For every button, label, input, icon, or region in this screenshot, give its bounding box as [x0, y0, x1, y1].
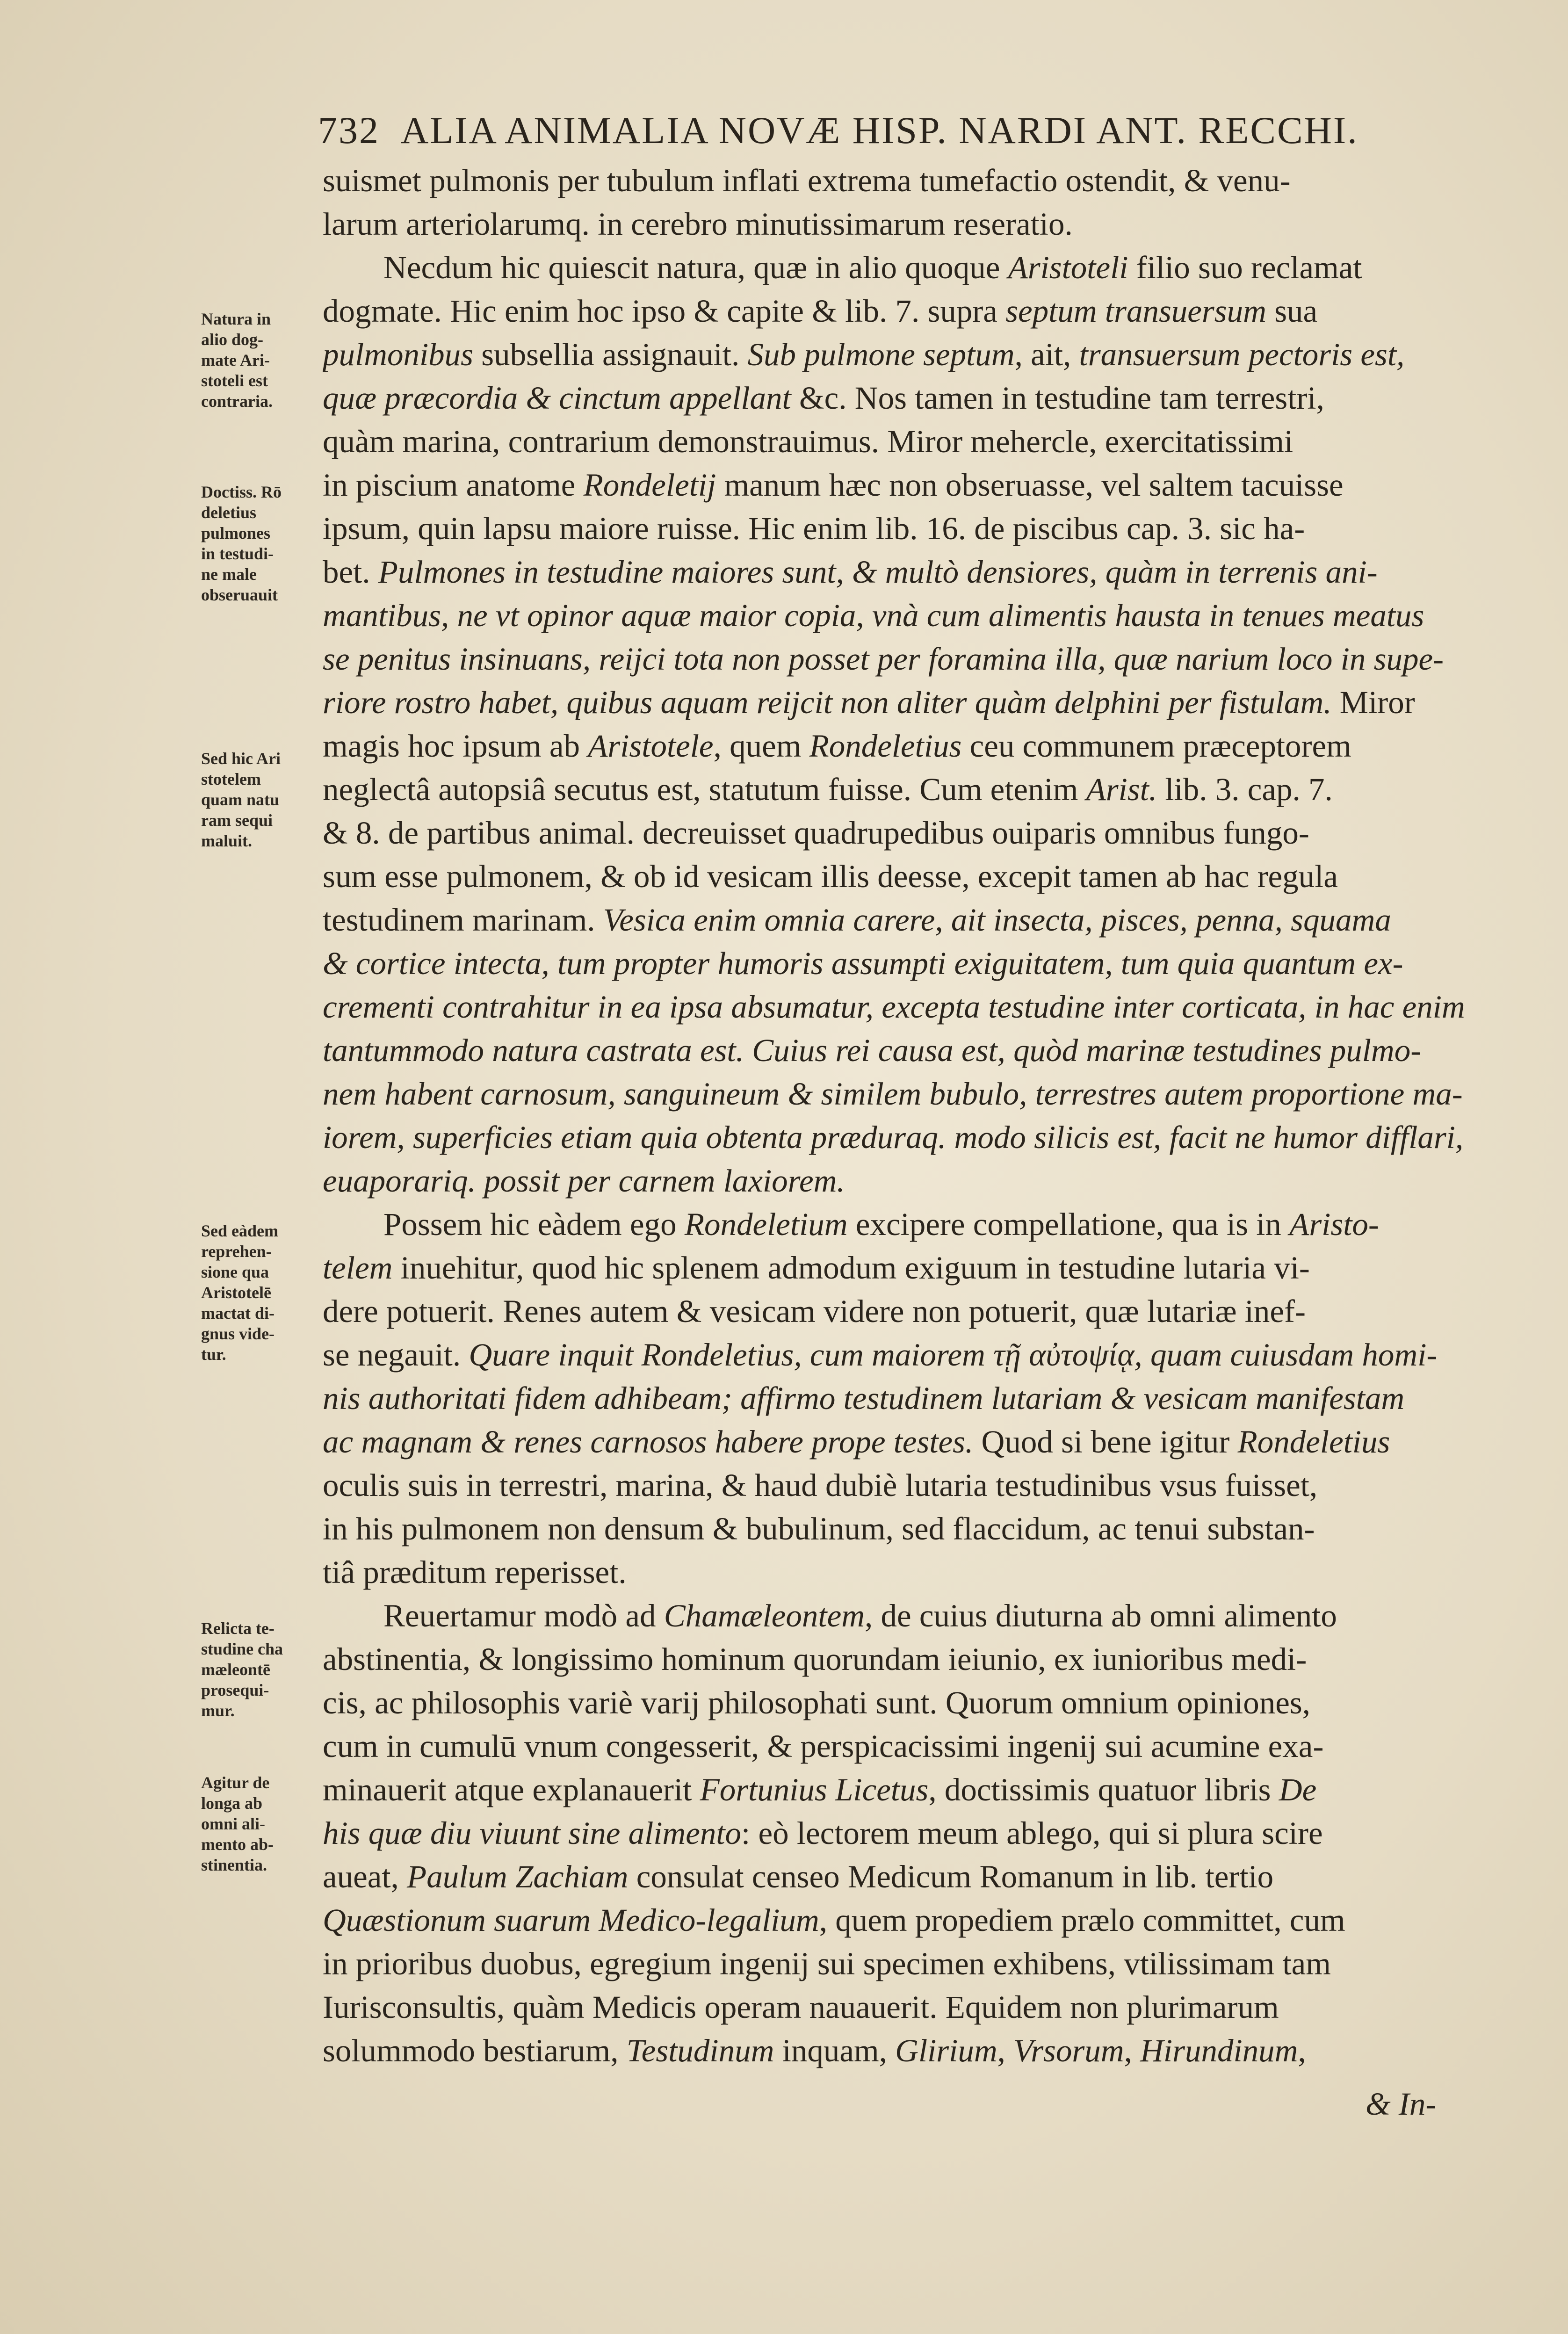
- italic-span: ac magnam & renes carnosos habere prope testes.: [323, 1424, 974, 1460]
- text-line: [323, 1986, 1510, 2029]
- text-line: [323, 1420, 1510, 1464]
- text-line: [323, 811, 1510, 855]
- italic-span: Rondeletij: [583, 467, 716, 503]
- italic-span: De: [1279, 1772, 1317, 1807]
- marginal-note-line: alio dog-: [201, 330, 264, 349]
- text-span: , ait,: [1014, 337, 1079, 372]
- text-line: [323, 1029, 1510, 1072]
- marginal-note-line: Doctiss. Rō: [201, 483, 282, 501]
- marginal-note-line: Agitur de: [201, 1773, 270, 1792]
- marginal-note-line: ram sequi: [201, 811, 273, 830]
- italic-span: Paulum Zachiam: [407, 1859, 629, 1894]
- text-span: Miror: [1331, 685, 1415, 720]
- text-line: [323, 420, 1510, 463]
- text-line: [323, 1681, 1510, 1725]
- marginal-note-line: mæleontē: [201, 1660, 270, 1679]
- italic-span: Glirium: [895, 2033, 997, 2068]
- italic-span: his quæ diu viuunt sine alimento: [323, 1815, 742, 1851]
- marginal-note-line: pulmones: [201, 524, 271, 542]
- text-line: [323, 1855, 1510, 1899]
- italic-span: telem: [323, 1250, 393, 1286]
- text-line: [323, 855, 1510, 898]
- text-line: [323, 898, 1510, 942]
- italic-span: Aristo-: [1289, 1207, 1379, 1242]
- italic-span: Rondeletius: [809, 728, 962, 764]
- text-line: [323, 1290, 1510, 1333]
- marginal-note: [201, 482, 320, 605]
- italic-span: Aristoteli: [1008, 250, 1128, 285]
- text-span: sua: [1266, 293, 1318, 329]
- text-span: inuehitur, quod hic splenem admodum exiguum in testudine lutaria vi-: [392, 1250, 1310, 1286]
- text-line: [323, 1899, 1510, 1942]
- text-span: abstinentia, & longissimo hominum quorundam ieiunio, ex iunioribus medi-: [323, 1641, 1307, 1677]
- italic-span: Aristotele: [588, 728, 714, 764]
- text-span: &c. Nos tamen in testudine tam terrestri,: [791, 380, 1324, 416]
- marginal-note-line: mur.: [201, 1701, 235, 1720]
- text-span: cum in cumulū vnum congesserit, & perspicacissimi ingenij sui acumine exa-: [323, 1728, 1324, 1764]
- text-span: solummodo bestiarum,: [323, 2033, 627, 2068]
- italic-span: septum transuersum: [1005, 293, 1266, 329]
- marginal-note-line: mactat di-: [201, 1304, 275, 1322]
- text-line: [323, 637, 1510, 681]
- text-span: aueat,: [323, 1859, 407, 1894]
- italic-span: tantummodo natura castrata est. Cuius rei causa est, quòd marinæ testudines pulmo-: [323, 1033, 1422, 1068]
- text-line: [323, 463, 1510, 507]
- text-span: ,: [997, 2033, 1014, 2068]
- text-span: , quem: [713, 728, 809, 764]
- text-span: lib. 3. cap. 7.: [1157, 772, 1333, 807]
- text-span: suismet pulmonis per tubulum inflati extrema tumefactio ostendit, & venu-: [323, 163, 1291, 198]
- marginal-note-line: omni ali-: [201, 1814, 266, 1833]
- text-span: Quod si bene igitur: [973, 1424, 1238, 1460]
- text-line: [323, 202, 1510, 246]
- text-span: quàm marina, contrarium demonstrauimus. Miror mehercle, exercitatissimi: [323, 424, 1293, 459]
- running-header: [318, 108, 1506, 152]
- text-span: cis, ac philosophis variè varij philosophati sunt. Quorum omnium opiniones,: [323, 1685, 1310, 1720]
- text-line: [323, 507, 1510, 550]
- text-line: [323, 2029, 1510, 2073]
- text-span: dogmate. Hic enim hoc ipso & capite & lib. 7. supra: [323, 293, 1006, 329]
- main-text-block: [323, 159, 1510, 2073]
- marginal-note-line: stinentia.: [201, 1856, 267, 1874]
- text-span: neglectâ autopsiâ secutus est, statutum fuisse. Cum etenim: [323, 772, 1086, 807]
- italic-span: Quare inquit Rondeletius, cum maiorem τῇ αὐτοψίᾳ, quam cuiusdam homi-: [469, 1337, 1438, 1373]
- italic-span: crementi contrahitur in ea ipsa absumatur, excepta testudine inter corticata, in hac enim: [323, 989, 1465, 1025]
- text-span: : eò lectorem meum ablego, qui si plura scire: [741, 1815, 1323, 1851]
- text-line: [323, 681, 1510, 724]
- text-line: [323, 594, 1510, 637]
- marginal-note-line: in testudi-: [201, 544, 274, 563]
- text-span: ,: [1298, 2033, 1306, 2068]
- text-line: [323, 1507, 1510, 1551]
- text-line: [323, 333, 1510, 376]
- text-line: [323, 1246, 1510, 1290]
- text-span: inquam,: [774, 2033, 896, 2068]
- text-line: [323, 1812, 1510, 1855]
- text-span: dere potuerit. Renes autem & vesicam videre non potuerit, quæ lutariæ inef-: [323, 1293, 1306, 1329]
- text-span: testudinem marinam.: [323, 902, 603, 938]
- text-span: subsellia assignauit.: [473, 337, 748, 372]
- text-span: filio suo reclamat: [1128, 250, 1362, 285]
- italic-span: Sub pulmone septum: [747, 337, 1015, 372]
- text-line: [323, 1333, 1510, 1377]
- italic-span: Chamæleontem: [664, 1598, 865, 1633]
- text-line: [323, 942, 1510, 985]
- text-span: , quem propediem prælo committet, cum: [819, 1902, 1345, 1938]
- text-span: larum arteriolarumq. in cerebro minutissimarum reseratio.: [323, 206, 1073, 242]
- italic-span: Vesica enim omnia carere, ait insecta, pisces, penna, squama: [603, 902, 1391, 938]
- text-span: Necdum hic quiescit natura, quæ in alio quoque: [383, 250, 1008, 285]
- marginal-note-line: Sed eàdem: [201, 1221, 278, 1240]
- text-line: [323, 376, 1510, 420]
- marginal-note-line: tur.: [201, 1345, 226, 1364]
- italic-span: nis authoritati fidem adhibeam; affirmo testudinem lutariam & vesicam manifestam: [323, 1380, 1405, 1416]
- marginal-note-line: stoteli est: [201, 371, 268, 390]
- text-line: [323, 1638, 1510, 1681]
- marginal-note-line: gnus vide-: [201, 1324, 275, 1343]
- marginal-note-line: Aristotelē: [201, 1283, 271, 1302]
- text-line: [323, 246, 1510, 289]
- italic-span: mantibus, ne vt opinor aquæ maior copia, vnà cum alimentis hausta in tenues meatus: [323, 598, 1424, 633]
- marginal-note-line: ne male: [201, 565, 257, 584]
- italic-span: Testudinum: [626, 2033, 774, 2068]
- text-span: oculis suis in terrestri, marina, & haud dubiè lutaria testudinibus vsus fuisset,: [323, 1467, 1318, 1503]
- italic-span: Pulmones in testudine maiores sunt, & multò densiores, quàm in terrenis ani-: [378, 554, 1378, 590]
- running-title: ALIA ANIMALIA NOVÆ HISP. NARDI ANT. RECCHI.: [400, 109, 1358, 152]
- marginal-note: [201, 1221, 320, 1365]
- text-span: sum esse pulmonem, & ob id vesicam illis deesse, excepit tamen ab hac regula: [323, 859, 1338, 894]
- marginal-note-line: deletius: [201, 503, 257, 522]
- italic-span: Hirundinum: [1140, 2033, 1298, 2068]
- marginal-note-line: contraria.: [201, 392, 273, 411]
- italic-span: Rondeletius: [1237, 1424, 1390, 1460]
- text-line: [323, 1594, 1510, 1638]
- text-span: ipsum, quin lapsu maiore ruisse. Hic enim lib. 16. de piscibus cap. 3. sic ha-: [323, 511, 1305, 546]
- text-line: [323, 1072, 1510, 1116]
- marginal-note-line: quam natu: [201, 790, 280, 809]
- marginal-note-line: maluit.: [201, 831, 253, 850]
- marginal-note-line: reprehen-: [201, 1242, 272, 1261]
- marginal-note: [201, 1772, 320, 1875]
- text-line: [323, 1159, 1510, 1203]
- text-span: ,: [1124, 2033, 1141, 2068]
- marginal-note-line: Natura in: [201, 310, 271, 328]
- italic-span: Arist.: [1086, 772, 1157, 807]
- italic-span: Fortunius Licetus: [700, 1772, 929, 1807]
- italic-span: riore rostro habet, quibus aquam reijcit non aliter quàm delphini per fistulam.: [323, 685, 1332, 720]
- text-span: manum hæc non obseruasse, vel saltem tacuisse: [716, 467, 1344, 503]
- text-line: [323, 724, 1510, 768]
- italic-span: nem habent carnosum, sanguineum & similem bubulo, terrestres autem proportione ma-: [323, 1076, 1463, 1112]
- text-span: in piscium anatome: [323, 467, 584, 503]
- text-line: [323, 1116, 1510, 1159]
- marginal-note-line: studine cha: [201, 1640, 283, 1658]
- text-line: [323, 985, 1510, 1029]
- text-line: [323, 550, 1510, 594]
- text-line: [323, 1768, 1510, 1812]
- text-line: [323, 768, 1510, 811]
- marginal-note: [201, 1618, 320, 1721]
- italic-span: Vrsorum: [1013, 2033, 1124, 2068]
- text-span: Iurisconsultis, quàm Medicis operam nauauerit. Equidem non plurimarum: [323, 1989, 1279, 2025]
- catchword: & In-: [1366, 2086, 1437, 2122]
- marginal-note-line: obseruauit: [201, 585, 278, 604]
- marginal-note-line: Relicta te-: [201, 1619, 275, 1638]
- marginal-note-line: mento ab-: [201, 1835, 274, 1854]
- italic-span: euaporariq. possit per carnem laxiorem.: [323, 1163, 845, 1199]
- text-span: consulat censeo Medicum Romanum in lib. tertio: [628, 1859, 1274, 1894]
- italic-span: transuersum pectoris est,: [1079, 337, 1405, 372]
- marginal-note: [201, 309, 320, 412]
- text-span: minauerit atque explanauerit: [323, 1772, 700, 1807]
- text-line: [323, 1464, 1510, 1507]
- text-line: [323, 1203, 1510, 1246]
- text-span: se negauit.: [323, 1337, 469, 1373]
- text-span: tiâ præditum reperisset.: [323, 1554, 627, 1590]
- text-span: , de cuius diuturna ab omni alimento: [865, 1598, 1337, 1633]
- text-line: [323, 159, 1510, 202]
- text-line: [323, 1942, 1510, 1986]
- marginal-note-line: sione qua: [201, 1263, 269, 1281]
- text-line: [323, 1725, 1510, 1768]
- text-span: , doctissimis quatuor libris: [928, 1772, 1279, 1807]
- italic-span: Quæstionum suarum Medico-legalium: [323, 1902, 819, 1938]
- text-span: excipere compellatione, qua is in: [847, 1207, 1290, 1242]
- marginal-note: [201, 748, 320, 851]
- italic-span: quæ præcordia & cinctum appellant: [323, 380, 791, 416]
- text-span: bet.: [323, 554, 378, 590]
- text-line: [323, 1551, 1510, 1594]
- marginal-note-line: stotelem: [201, 770, 261, 788]
- marginal-note-line: longa ab: [201, 1794, 263, 1813]
- text-span: in his pulmonem non densum & bubulinum, sed flaccidum, ac tenui substan-: [323, 1511, 1315, 1546]
- text-span: & 8. de partibus animal. decreuisset quadrupedibus ouiparis omnibus fungo-: [323, 815, 1309, 851]
- italic-span: se penitus insinuans, reijci tota non posset per foramina illa, quæ narium loco in supe-: [323, 641, 1444, 677]
- italic-span: Rondeletium: [684, 1207, 848, 1242]
- text-line: [323, 289, 1510, 333]
- marginal-note-line: mate Ari-: [201, 351, 270, 369]
- text-line: [323, 1377, 1510, 1420]
- text-span: in prioribus duobus, egregium ingenij sui specimen exhibens, vtilissimam tam: [323, 1946, 1331, 1981]
- page-number: 732: [318, 109, 380, 152]
- marginal-note-line: prosequi-: [201, 1681, 269, 1699]
- text-span: Reuertamur modò ad: [383, 1598, 664, 1633]
- marginal-note-line: Sed hic Ari: [201, 749, 281, 768]
- italic-span: pulmonibus: [323, 337, 474, 372]
- italic-span: & cortice intecta, tum propter humoris assumpti exiguitatem, tum quia quantum ex-: [323, 946, 1403, 981]
- text-span: magis hoc ipsum ab: [323, 728, 588, 764]
- text-span: ceu communem præceptorem: [961, 728, 1351, 764]
- italic-span: iorem, superficies etiam quia obtenta præduraq. modo silicis est, facit ne humor difflari,: [323, 1120, 1464, 1155]
- text-span: Possem hic eàdem ego: [383, 1207, 685, 1242]
